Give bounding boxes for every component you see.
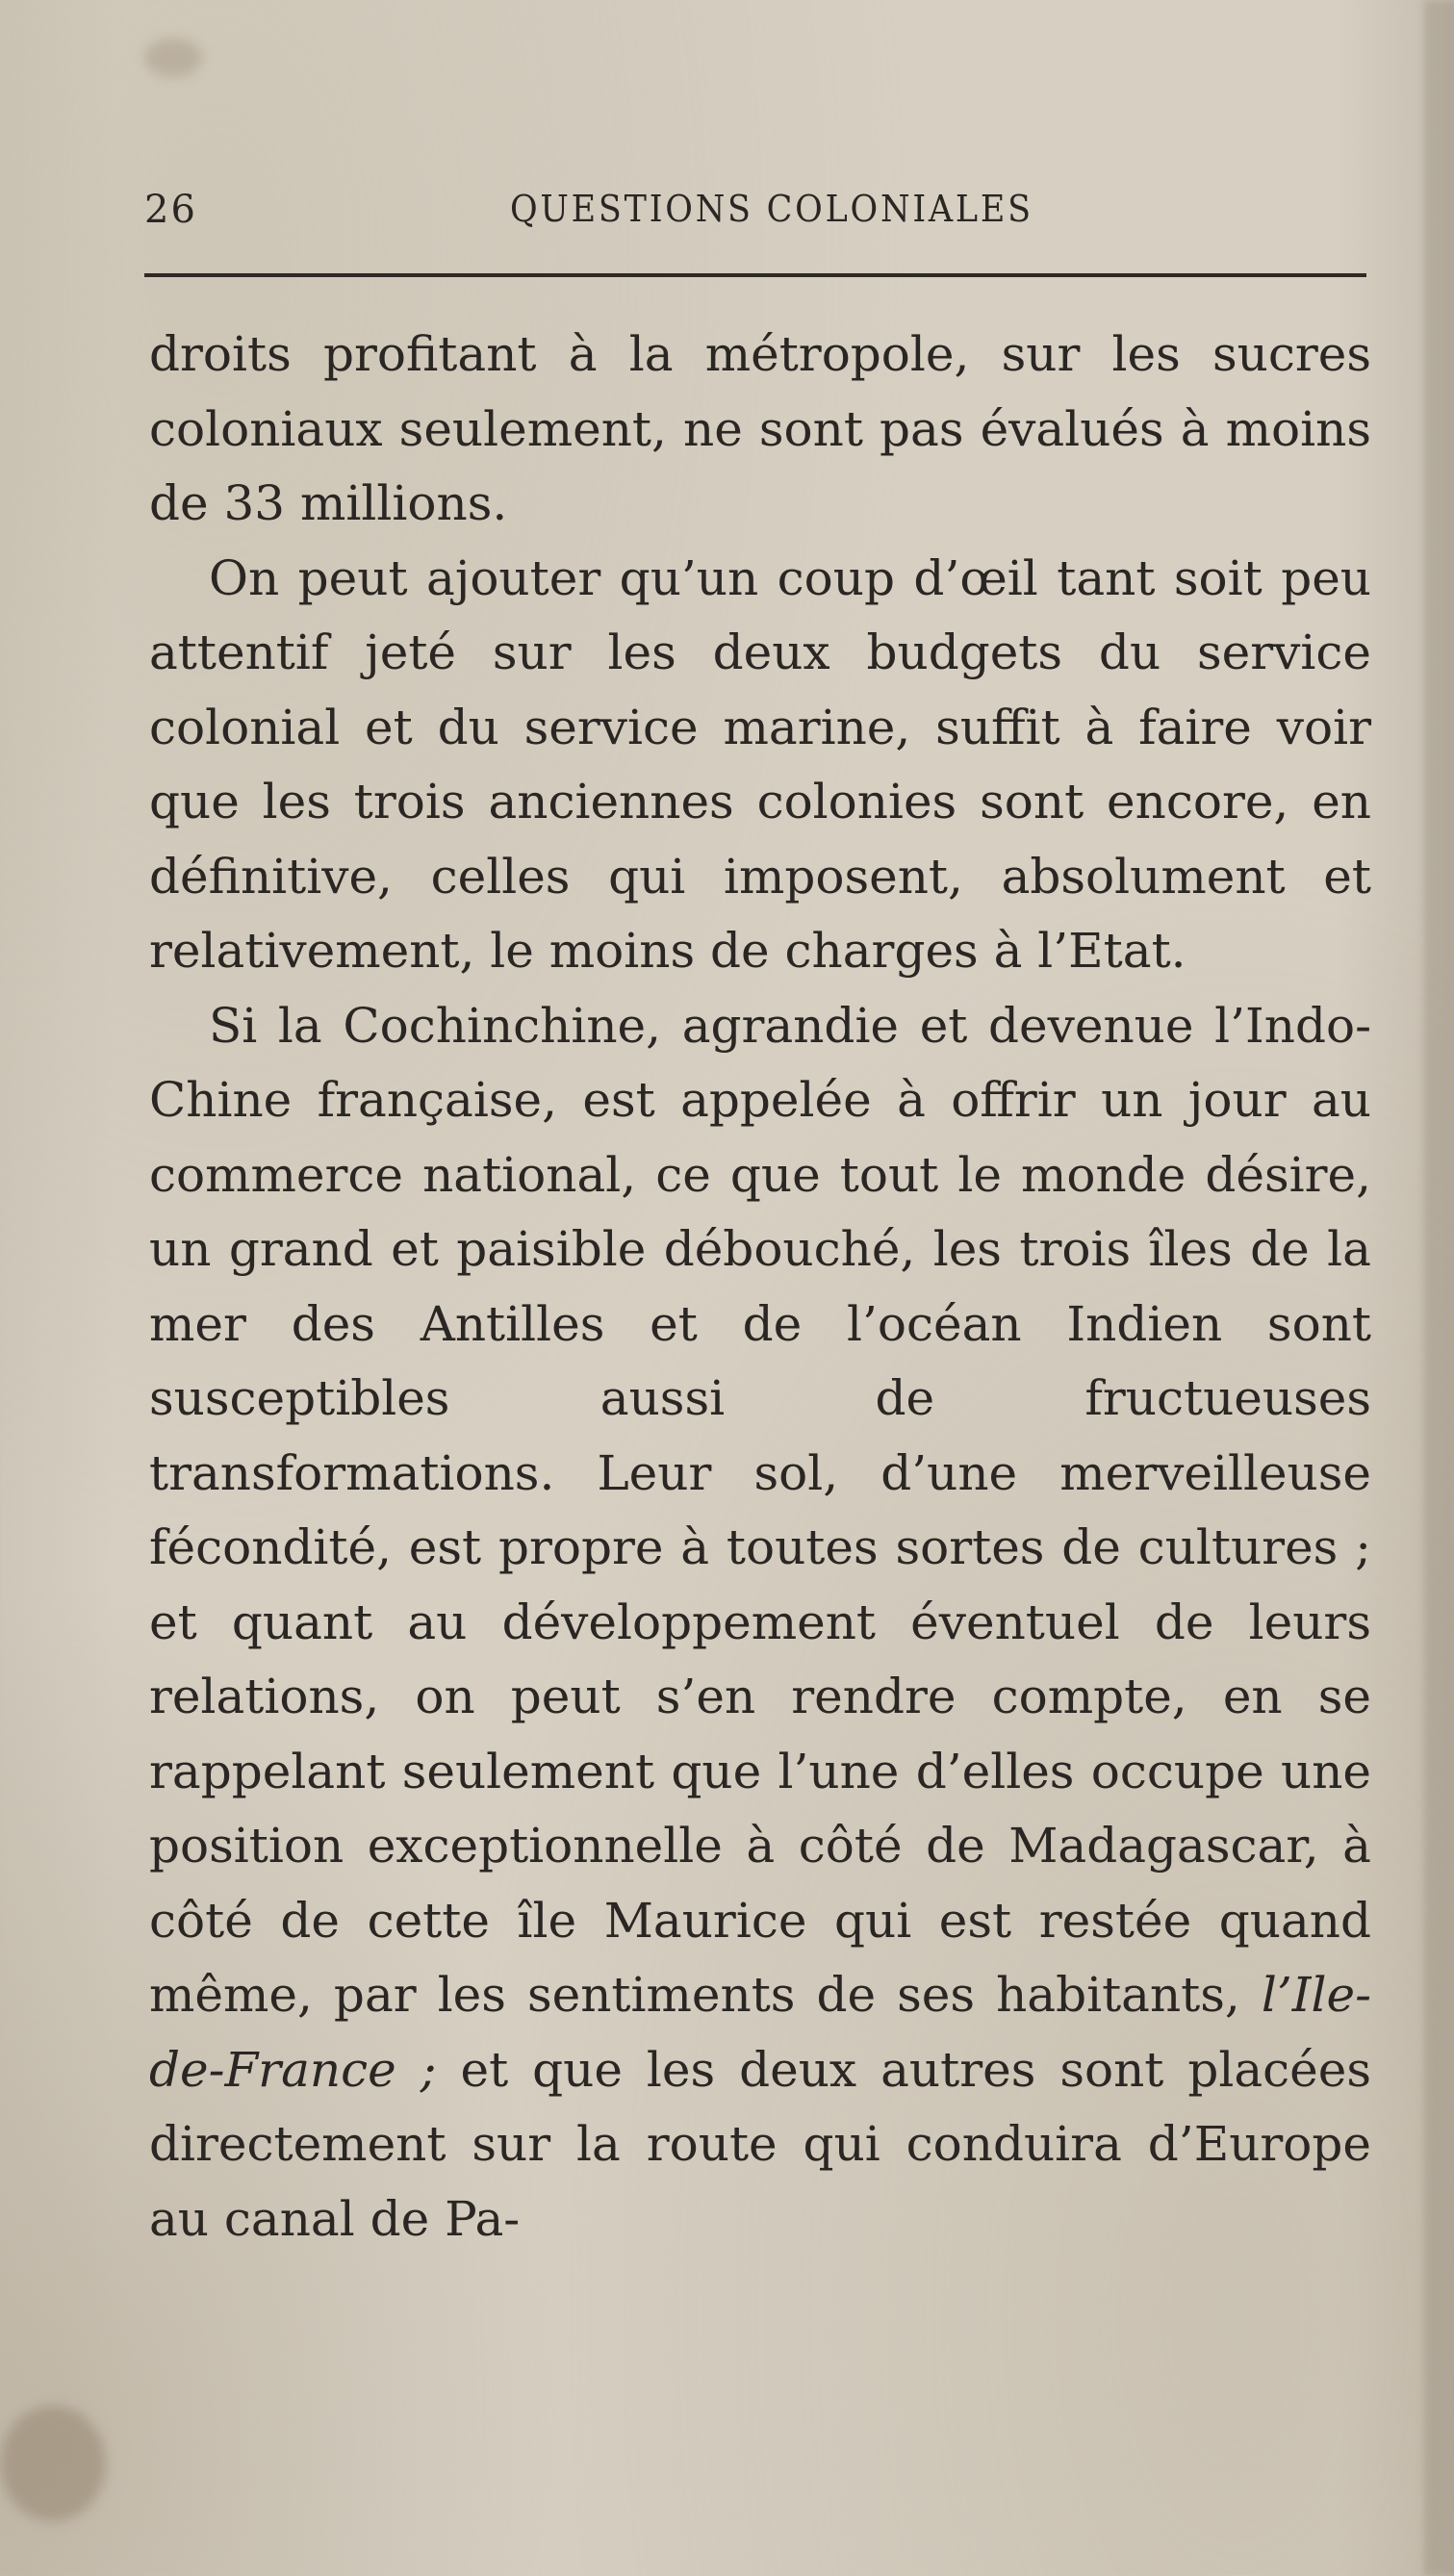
header-rule [144,273,1366,277]
body-text [149,318,1371,2257]
page-edge-shadow [1424,0,1454,2576]
paragraph-text: et que les deux autres sont placées directement sur la route qui conduira d’Europe au canal de Pa- [149,2041,1371,2247]
running-title: QUESTIONS COLONIALES [510,188,1033,230]
italic-place-name: l’Ile-de-France ; [149,1967,1371,2098]
paper-stain [0,2406,106,2521]
page-number: 26 [144,188,197,232]
paragraph-text: Si la Cochinchine, agrandie et devenue l’Indo-Chine française, est appelée à offrir un jour au commerce national, ce que tout le monde désire, un grand et paisible débouché, les trois îles de la mer des Antilles et de l’océan Indien sont susceptibles aussi de fructueuses transformations. Leur sol, d’une merveilleuse fécondité, est propre à toutes sortes de cultures ; et quant au développement éventuel de leurs relations, on peut s’en rendre compte, en se rappelant seulement que l’une d’elles occupe une position exceptionnelle à côté de Madagascar, à côté de cette île Maurice qui est restée quand même, par les sentiments de ses habitants, [149,997,1371,2023]
paper-stain [144,38,202,77]
paragraph [149,989,1371,2257]
page-header [144,188,1366,236]
paragraph-continued: droits profitant à la métropole, sur les sucres coloniaux seulement, ne sont pas évalués à moins de 33 millions. [149,326,1371,531]
paragraph: On peut ajouter qu’un coup d’œil tant soit peu attentif jeté sur les deux budgets du service colonial et du service marine, suffit à faire voir que les trois anciennes colonies sont encore, en définitive, celles qui imposent, absolument et relativement, le moins de charges à l’Etat. [149,549,1371,979]
